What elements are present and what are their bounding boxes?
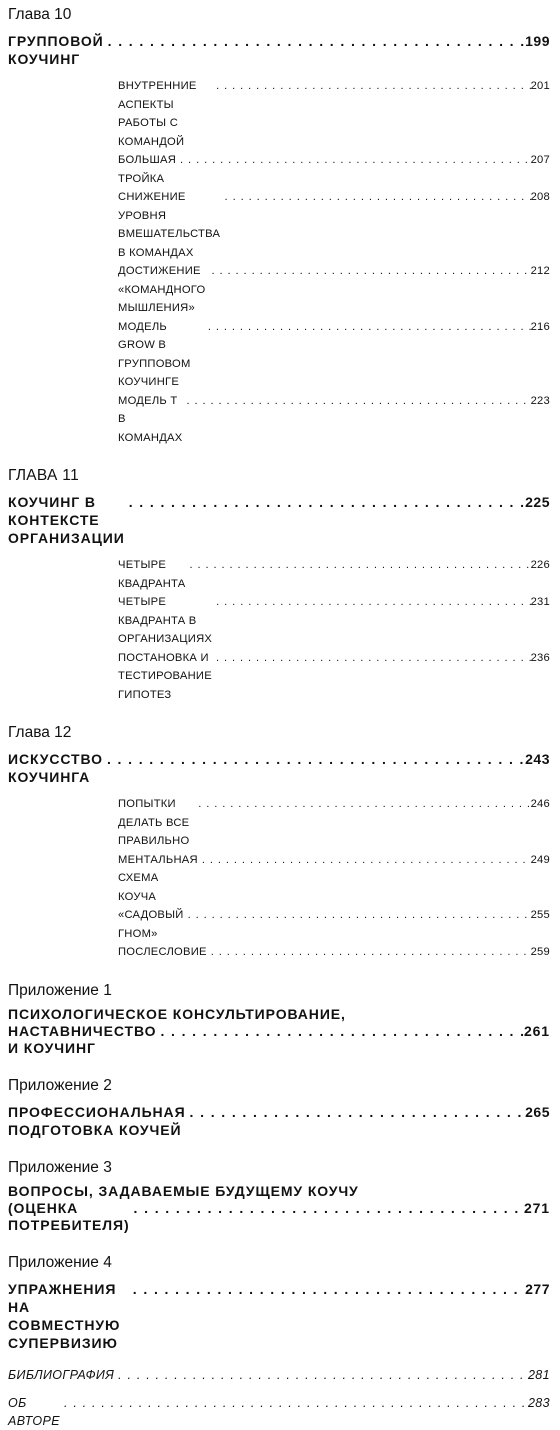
section-title: ДОСТИЖЕНИЕ «КОМАНДНОГО МЫШЛЕНИЯ» bbox=[118, 265, 206, 314]
dot-leader bbox=[130, 1200, 524, 1217]
table-of-contents bbox=[8, 0, 550, 1430]
appendix-title-row[interactable] bbox=[8, 1006, 550, 1057]
dot-leader bbox=[114, 1366, 528, 1384]
dot-leader bbox=[176, 151, 531, 170]
appendix-title-row[interactable] bbox=[8, 1103, 550, 1139]
dot-leader bbox=[212, 77, 531, 96]
bibliography-row[interactable] bbox=[8, 1366, 550, 1384]
chapter-10 bbox=[8, 0, 550, 447]
chapter-title-row[interactable] bbox=[8, 32, 550, 68]
section-title: ВНУТРЕННИЕ АСПЕКТЫ РАБОТЫ С КОМАНДОЙ bbox=[118, 80, 197, 148]
page-number: 223 bbox=[530, 394, 550, 407]
page-number: 207 bbox=[530, 154, 550, 166]
dot-leader bbox=[186, 1103, 526, 1121]
page-number: 231 bbox=[530, 596, 550, 608]
chapter-title: КОУЧИНГ В КОНТЕКСТЕ ОРГАНИЗАЦИИ bbox=[8, 494, 125, 546]
dot-leader bbox=[212, 593, 530, 612]
section-row[interactable] bbox=[8, 943, 550, 962]
page-number: 259 bbox=[530, 946, 550, 958]
dot-leader bbox=[204, 318, 531, 337]
page-number: 249 bbox=[530, 853, 550, 866]
section-title: ЧЕТЫРЕ КВАДРАНТА В ОРГАНИЗАЦИЯХ bbox=[118, 596, 213, 645]
section-title: МЕНТАЛЬНАЯ СХЕМА КОУЧА bbox=[118, 853, 198, 903]
section-row[interactable] bbox=[8, 262, 550, 318]
section-title: МОДЕЛЬ GROW В ГРУППОВОМ КОУЧИНГЕ bbox=[118, 320, 191, 388]
chapter-label: ГЛАВА 11 bbox=[8, 467, 79, 484]
appendix-title-row[interactable] bbox=[8, 1183, 550, 1234]
dot-leader bbox=[184, 906, 531, 925]
appendix-2 bbox=[8, 1071, 550, 1139]
appendix-title-line-2: НАСТАВНИЧЕСТВО И КОУЧИНГ bbox=[8, 1022, 157, 1056]
page-number: 216 bbox=[530, 320, 550, 333]
section-row[interactable] bbox=[8, 318, 550, 392]
appendix-title: УПРАЖНЕНИЯ НА СОВМЕСТНУЮ СУПЕРВИЗИЮ bbox=[8, 1280, 121, 1351]
page-number: 277 bbox=[525, 1280, 550, 1297]
chapter-label: Глава 12 bbox=[8, 724, 72, 741]
chapter-12 bbox=[8, 718, 550, 962]
appendix-title-line-1: ВОПРОСЫ, ЗАДАВАЕМЫЕ БУДУЩЕМУ КОУЧУ bbox=[8, 1182, 359, 1199]
appendix-title: ПРОФЕССИОНАЛЬНАЯ ПОДГОТОВКА КОУЧЕЙ bbox=[8, 1103, 186, 1138]
page-number: 283 bbox=[527, 1395, 550, 1410]
page-number: 281 bbox=[527, 1367, 550, 1382]
dot-leader bbox=[207, 262, 530, 281]
section-title: ПОСТАНОВКА И ТЕСТИРОВАНИЕ ГИПОТЕЗ bbox=[118, 651, 212, 701]
appendix-label: Приложение 1 bbox=[8, 981, 112, 999]
dot-leader bbox=[156, 1023, 524, 1040]
chapter-label: Глава 10 bbox=[8, 6, 72, 23]
dot-leader bbox=[103, 750, 525, 768]
section-row[interactable] bbox=[8, 851, 550, 907]
page-number: 246 bbox=[530, 798, 550, 810]
page-number: 208 bbox=[530, 191, 550, 203]
section-title: БОЛЬШАЯ ТРОЙКА bbox=[118, 154, 177, 185]
section-row[interactable] bbox=[8, 649, 550, 705]
section-title: МОДЕЛЬ Т В КОМАНДАХ bbox=[118, 394, 183, 444]
section-title: ЧЕТЫРЕ КВАДРАНТА bbox=[118, 559, 186, 590]
dot-leader bbox=[221, 188, 531, 207]
section-row[interactable] bbox=[8, 795, 550, 851]
page-number: 265 bbox=[525, 1103, 550, 1120]
appendix-label: Приложение 3 bbox=[8, 1158, 112, 1176]
dot-leader bbox=[182, 392, 530, 411]
dot-leader bbox=[125, 493, 525, 511]
dot-leader bbox=[194, 795, 530, 814]
page-number: 271 bbox=[523, 1199, 550, 1216]
dot-leader bbox=[198, 851, 531, 870]
appendix-1 bbox=[8, 976, 550, 1057]
page-number: 226 bbox=[530, 559, 550, 571]
appendix-label: Приложение 2 bbox=[8, 1076, 112, 1094]
section-title: ПОПЫТКИ ДЕЛАТЬ ВСЕ ПРАВИЛЬНО bbox=[118, 798, 190, 847]
section-row[interactable] bbox=[8, 77, 550, 151]
page-number: 212 bbox=[530, 265, 550, 277]
chapter-title: ГРУППОВОЙ КОУЧИНГ bbox=[8, 33, 104, 67]
section-row[interactable] bbox=[8, 556, 550, 593]
section-row[interactable] bbox=[8, 593, 550, 649]
section-row[interactable] bbox=[8, 392, 550, 448]
page-number: 243 bbox=[525, 751, 550, 767]
about-author-row[interactable] bbox=[8, 1394, 550, 1430]
section-row[interactable] bbox=[8, 906, 550, 943]
dot-leader bbox=[104, 32, 526, 50]
page-number: 225 bbox=[525, 494, 550, 510]
end-matter-title: ОБ АВТОРЕ bbox=[8, 1395, 60, 1428]
dot-leader bbox=[129, 1280, 525, 1298]
appendix-4 bbox=[8, 1248, 550, 1352]
appendix-title-line-1: ПСИХОЛОГИЧЕСКОЕ КОНСУЛЬТИРОВАНИЕ, bbox=[8, 1005, 346, 1022]
end-matter-title: БИБЛИОГРАФИЯ bbox=[8, 1367, 115, 1382]
chapter-title: ИСКУССТВО КОУЧИНГА bbox=[8, 751, 103, 785]
section-title: «САДОВЫЙ ГНОМ» bbox=[118, 909, 184, 940]
page-number: 255 bbox=[530, 909, 550, 921]
dot-leader bbox=[60, 1394, 528, 1412]
appendix-label: Приложение 4 bbox=[8, 1253, 112, 1271]
section-row[interactable] bbox=[8, 151, 550, 188]
page-number: 199 bbox=[525, 33, 550, 49]
dot-leader bbox=[212, 649, 531, 668]
appendix-title-row[interactable] bbox=[8, 1280, 550, 1352]
page-number: 201 bbox=[530, 80, 550, 92]
dot-leader bbox=[185, 556, 530, 575]
dot-leader bbox=[207, 943, 531, 962]
section-row[interactable] bbox=[8, 188, 550, 262]
chapter-title-row[interactable] bbox=[8, 750, 550, 786]
chapter-title-row[interactable] bbox=[8, 493, 550, 547]
chapter-11 bbox=[8, 461, 550, 704]
page-number: 261 bbox=[523, 1022, 550, 1039]
section-title: СНИЖЕНИЕ УРОВНЯ ВМЕШАТЕЛЬСТВА В КОМАНДАХ bbox=[118, 191, 221, 259]
page-number: 236 bbox=[530, 651, 550, 664]
section-title: ПОСЛЕСЛОВИЕ bbox=[118, 946, 207, 958]
appendix-title-line-2: (ОЦЕНКА ПОТРЕБИТЕЛЯ) bbox=[8, 1199, 130, 1233]
appendix-3 bbox=[8, 1153, 550, 1234]
